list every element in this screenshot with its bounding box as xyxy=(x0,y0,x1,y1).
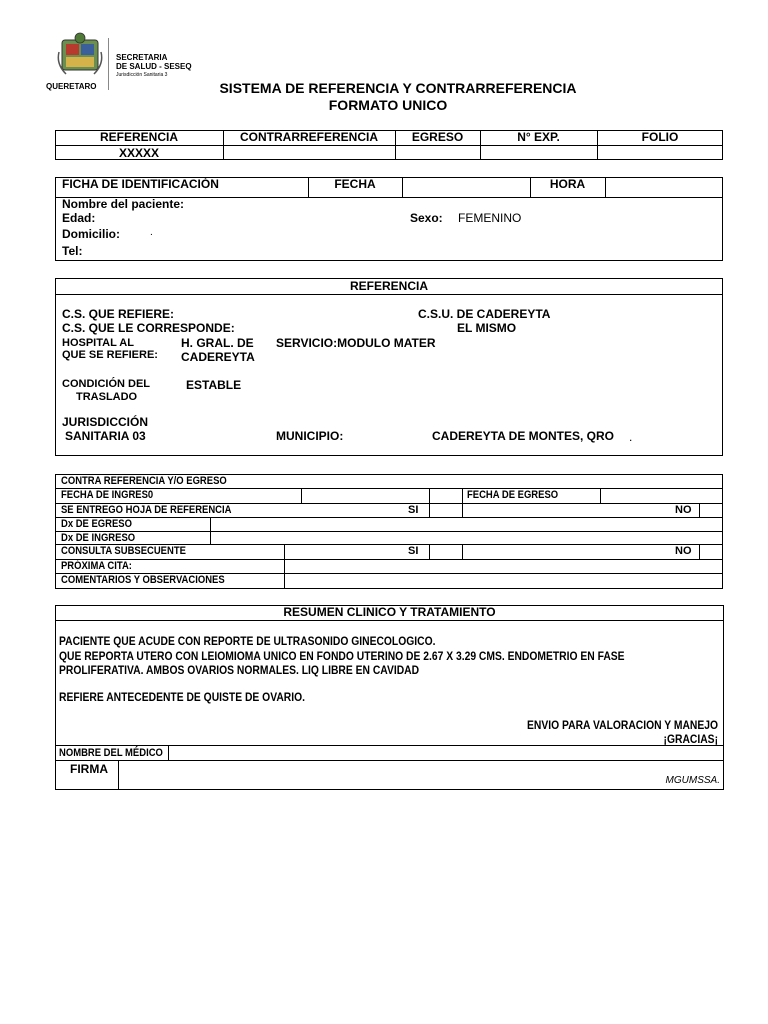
municipio-dot: . xyxy=(629,430,633,444)
cs-corresponde-value[interactable]: EL MISMO xyxy=(457,321,517,335)
referencia-value[interactable]: XXXXX xyxy=(118,146,160,160)
resumen-line-4[interactable]: REFIERE ANTECEDENTE DE QUISTE DE OVARIO. xyxy=(59,690,305,704)
org-line-3: Jurisdicción Sanitaria 3 xyxy=(116,72,168,78)
consulta-label: CONSULTA SUBSECUENTE xyxy=(61,545,186,557)
envio-text[interactable]: ENVIO PARA VALORACION Y MANEJO xyxy=(527,718,718,732)
domicilio-label: Domicilio: xyxy=(62,227,121,241)
condicion-label-2: TRASLADO xyxy=(76,391,138,403)
nombre-medico-label: NOMBRE DEL MÉDICO xyxy=(59,747,163,759)
contra-row-line-3 xyxy=(55,517,723,518)
header-referencia: REFERENCIA xyxy=(99,130,178,144)
nombre-label: Nombre del paciente: xyxy=(62,197,185,211)
gracias-text[interactable]: ¡GRACIAS¡ xyxy=(663,732,718,746)
tel-label: Tel: xyxy=(62,244,83,258)
contra-row-line-4 xyxy=(55,531,723,532)
page-subtitle: FORMATO UNICO xyxy=(328,97,448,113)
consulta-no-label: NO xyxy=(675,545,692,557)
org-line-1: SECRETARIA xyxy=(116,53,168,62)
domicilio-value[interactable]: . xyxy=(150,227,153,238)
municipio-label: MUNICIPIO: xyxy=(276,429,344,443)
seal-caption: QUERETARO xyxy=(46,82,97,91)
firma-label: FIRMA xyxy=(70,762,108,776)
edad-label: Edad: xyxy=(62,211,96,225)
org-line-2: DE SALUD - SESEQ xyxy=(116,62,192,71)
medico-col xyxy=(168,745,169,760)
referencia-divider xyxy=(55,294,723,295)
condicion-value[interactable]: ESTABLE xyxy=(186,378,242,392)
resumen-line-3[interactable]: PROLIFERATIVA. AMBOS OVARIOS NORMALES. LIQ LIBRE EN CAVIDAD xyxy=(59,663,420,677)
servicio-value[interactable]: SERVICIO:MODULO MATER xyxy=(276,336,436,350)
sexo-label: Sexo: xyxy=(410,211,443,225)
dx-col xyxy=(210,517,211,544)
hospital-label-1: HOSPITAL AL xyxy=(62,337,134,349)
contra-title: CONTRA REFERENCIA Y/O EGRESO xyxy=(61,475,227,487)
resumen-divider xyxy=(55,620,724,621)
fecha-egreso-label: FECHA DE EGRESO xyxy=(467,489,559,501)
medico-row-bottom xyxy=(55,760,724,761)
ficha-col-4 xyxy=(605,177,606,197)
fi-col-4 xyxy=(600,488,601,503)
jurisdiccion-label-2: SANITARIA 03 xyxy=(65,429,146,443)
resumen-line-2[interactable]: QUE REPORTA UTERO CON LEIOMIOMA UNICO EN FONDO UTERINO DE 2.67 X 3.29 CMS. ENDOMETRIO EN FASE xyxy=(59,649,625,663)
cs-refiere-label: C.S. QUE REFIERE: xyxy=(62,307,175,321)
header-egreso: EGRESO xyxy=(411,130,464,144)
eh-col-2 xyxy=(462,503,463,517)
cs-corresponde-label: C.S. QUE LE CORRESPONDE: xyxy=(62,321,235,335)
resumen-line-1[interactable]: PACIENTE QUE ACUDE CON REPORTE DE ULTRASONIDO GINECOLOGICO. xyxy=(59,634,436,648)
eh-col-3 xyxy=(699,503,700,517)
cs-col-1 xyxy=(284,544,285,589)
page-title: SISTEMA DE REFERENCIA Y CONTRARREFERENCIA xyxy=(219,80,577,96)
entrego-no-label: NO xyxy=(675,504,692,516)
fi-col-1 xyxy=(301,488,302,503)
consulta-si-label: SI xyxy=(408,545,419,557)
referencia-title: REFERENCIA xyxy=(349,279,428,293)
hospital-value-1[interactable]: H. GRAL. DE xyxy=(181,336,254,350)
cs-col-3 xyxy=(462,544,463,559)
sexo-value[interactable]: FEMENINO xyxy=(458,211,522,225)
ficha-col-2 xyxy=(402,177,403,197)
referencia-box xyxy=(55,278,723,456)
condicion-label-1: CONDICIÓN DEL xyxy=(62,378,150,390)
hora-label: HORA xyxy=(549,177,586,191)
hospital-label-2: QUE SE REFIERE: xyxy=(62,349,158,361)
eh-col-1 xyxy=(429,503,430,517)
fecha-ingreso-label: FECHA DE INGRES0 xyxy=(61,489,154,501)
contra-row-line-1 xyxy=(55,488,723,489)
cs-refiere-value[interactable]: C.S.U. DE CADEREYTA xyxy=(418,307,551,321)
cs-col-2 xyxy=(429,544,430,559)
firma-col xyxy=(118,760,119,790)
header-contrarreferencia: CONTRARREFERENCIA xyxy=(240,130,378,144)
fecha-label: FECHA xyxy=(334,177,376,191)
fi-col-3 xyxy=(462,488,463,503)
header-folio: FOLIO xyxy=(641,130,679,144)
entrego-si-label: SI xyxy=(408,504,419,516)
dx-ingreso-label: Dx DE INGRESO xyxy=(61,532,136,544)
proxima-cita-label: PRÓXIMA CITA: xyxy=(61,560,132,572)
hospital-value-2[interactable]: CADEREYTA xyxy=(181,350,255,364)
comentarios-label: COMENTARIOS Y OBSERVACIONES xyxy=(61,574,225,586)
resumen-title: RESUMEN CLINICO Y TRATAMIENTO xyxy=(283,605,496,619)
initials-text: MGUMSSA. xyxy=(665,775,720,786)
jurisdiccion-label-1: JURISDICCIÓN xyxy=(62,415,149,429)
ficha-title: FICHA DE IDENTIFICACIÓN xyxy=(62,177,219,191)
entrego-hoja-label: SE ENTREGO HOJA DE REFERENCIA xyxy=(61,504,232,516)
dx-egreso-label: Dx DE EGRESO xyxy=(61,518,132,530)
header-num-exp: N° EXP. xyxy=(517,130,560,144)
cs-col-4 xyxy=(699,544,700,559)
medico-row-top xyxy=(55,745,724,746)
contra-row-line-6 xyxy=(55,559,723,560)
municipio-value[interactable]: CADEREYTA DE MONTES, QRO xyxy=(432,429,615,443)
state-seal-logo xyxy=(56,32,104,80)
fi-col-2 xyxy=(429,488,430,503)
